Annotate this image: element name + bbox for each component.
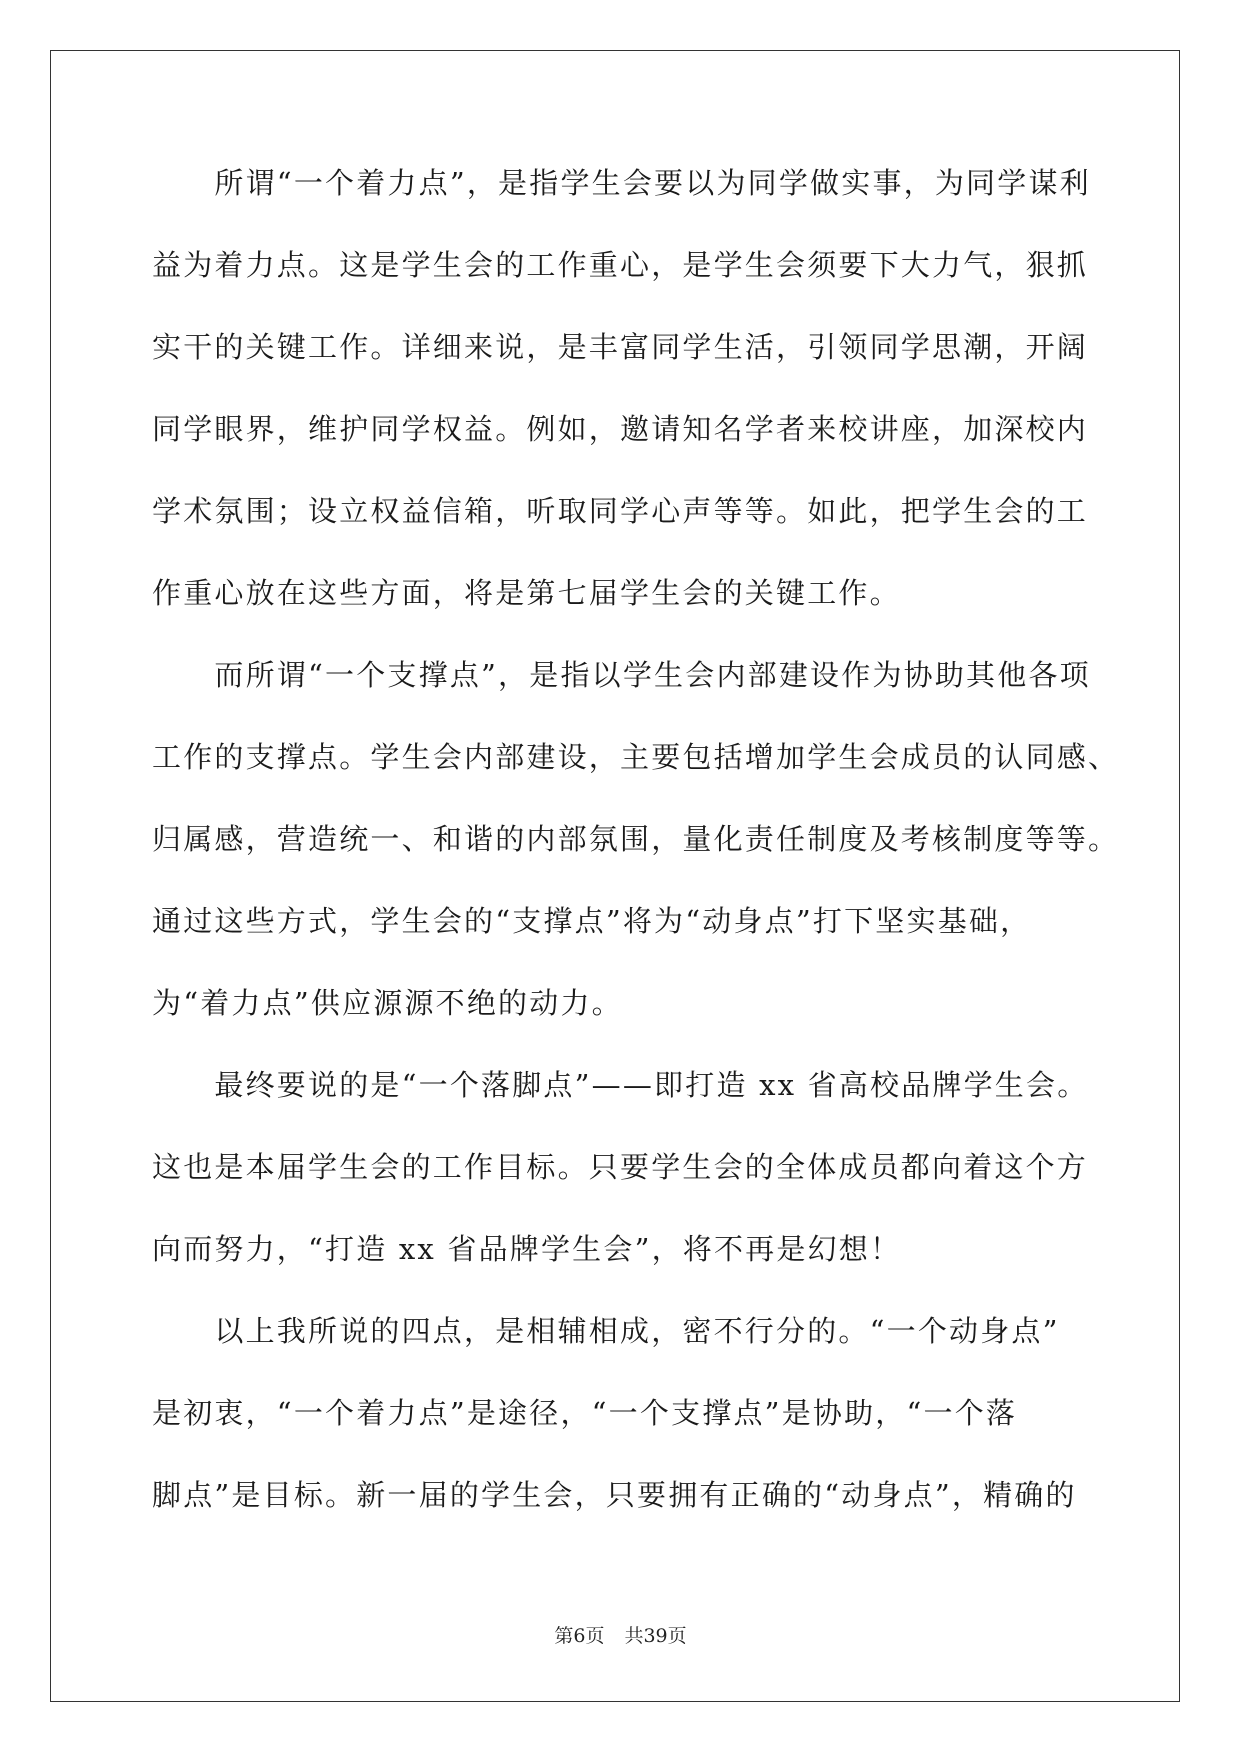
page-total: 共39页 — [624, 1625, 687, 1647]
text-line: 归属感，营造统一、和谐的内部氛围，量化责任制度及考核制度等等。 — [152, 822, 1120, 856]
text-line: 实干的关键工作。详细来说，是丰富同学生活，引领同学思潮，开阔 — [152, 330, 1089, 364]
text-line: 同学眼界，维护同学权益。例如，邀请知名学者来校讲座，加深校内 — [152, 412, 1089, 446]
text-line: 是初衷，“一个着力点”是途径，“一个支撑点”是协助，“一个落 — [152, 1396, 1018, 1430]
document-body — [152, 163, 1120, 1557]
text-line: 以上我所说的四点，是相辅相成，密不行分的。“一个动身点” — [152, 1314, 1060, 1348]
page-number: 第6页 — [554, 1625, 605, 1647]
text-line: 作重心放在这些方面，将是第七届学生会的关键工作。 — [152, 576, 901, 610]
text-line: 而所谓“一个支撑点”，是指以学生会内部建设作为协助其他各项 — [152, 658, 1091, 692]
text-line: 向而努力，“打造 xx 省品牌学生会”，将不再是幻想！ — [152, 1232, 902, 1266]
text-line: 工作的支撑点。学生会内部建设，主要包括增加学生会成员的认同感、 — [152, 740, 1120, 774]
text-line: 益为着力点。这是学生会的工作重心，是学生会须要下大力气，狠抓 — [152, 248, 1089, 282]
text-line: 最终要说的是“一个落脚点”——即打造 xx 省高校品牌学生会。 — [152, 1068, 1089, 1102]
text-line: 为“着力点”供应源源不绝的动力。 — [152, 986, 623, 1020]
text-line: 所谓“一个着力点”，是指学生会要以为同学做实事，为同学谋利 — [152, 166, 1091, 200]
text-line: 这也是本届学生会的工作目标。只要学生会的全体成员都向着这个方 — [152, 1150, 1089, 1184]
page-footer — [0, 1621, 1241, 1648]
text-line: 脚点”是目标。新一届的学生会，只要拥有正确的“动身点”，精确的 — [152, 1478, 1077, 1512]
text-line: 学术氛围；设立权益信箱，听取同学心声等等。如此，把学生会的工 — [152, 494, 1089, 528]
text-line: 通过这些方式，学生会的“支撑点”将为“动身点”打下坚实基础， — [152, 904, 1032, 938]
